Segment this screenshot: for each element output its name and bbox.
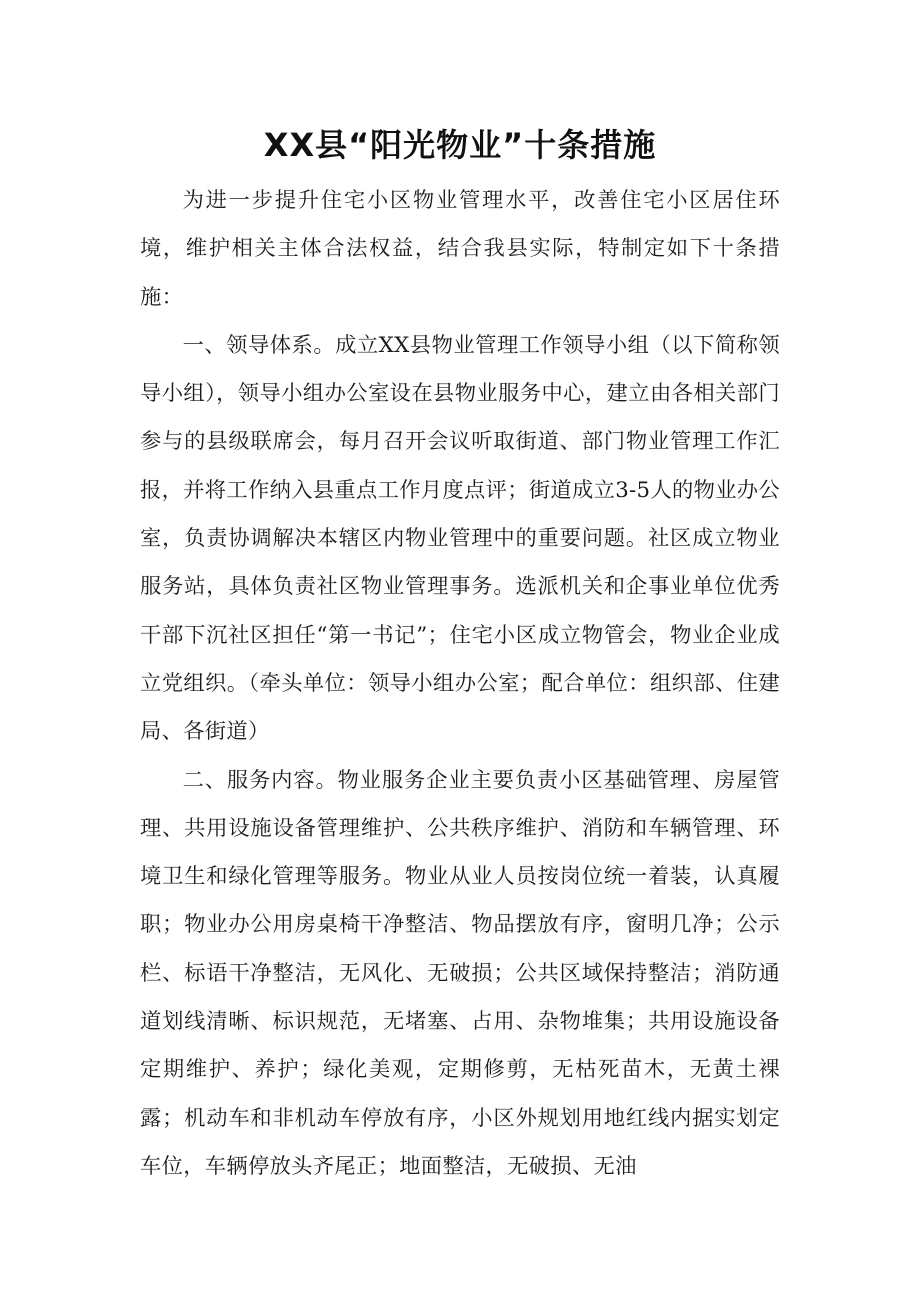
paragraph-service-content: 二、服务内容。物业服务企业主要负责小区基础管理、房屋管理、共用设施设备管理维护、公共秩序维护、消防和车辆管理、环境卫生和绿化管理等服务。物业从业人员按岗位统一着装，认真履职；物业办公用房桌椅干净整洁、物品摆放有序，窗明几净；公示栏、标语干净整洁，无风化、无破损；公共区域保持整洁；消防通道划线清晰、标识规范，无堵塞、占用、杂物堆集；共用设施设备定期维护、养护；绿化美观，定期修剪，无枯死苗木，无黄土裸露；机动车和非机动车停放有序，小区外规划用地红线内据实划定车位，车辆停放头齐尾正；地面整洁，无破损、无油 xyxy=(140,767,780,1179)
paragraph-leadership-system: 一、领导体系。成立XX县物业管理工作领导小组（以下简称领导小组），领导小组办公室设在县物业服务中心，建立由各相关部门参与的县级联席会，每月召开会议听取街道、部门物业管理工作汇报，并将工作纳入县重点工作月度点评；街道成立3-5人的物业办公室，负责协调解决本辖区内物业管理中的重要问题。社区成立物业服务站，具体负责社区物业管理事务。选派机关和企事业单位优秀干部下沉社区担任“第一书记”；住宅小区成立物管会，物业企业成立党组织。（牵头单位：领导小组办公室；配合单位：组织部、住建局、各街道） xyxy=(140,332,780,745)
paragraph-intro: 为进一步提升住宅小区物业管理水平，改善住宅小区居住环境，维护相关主体合法权益，结合我县实际，特制定如下十条措施： xyxy=(140,188,780,310)
document-title: XX县“阳光物业”十条措施 xyxy=(263,126,657,164)
document-body xyxy=(140,177,780,1191)
